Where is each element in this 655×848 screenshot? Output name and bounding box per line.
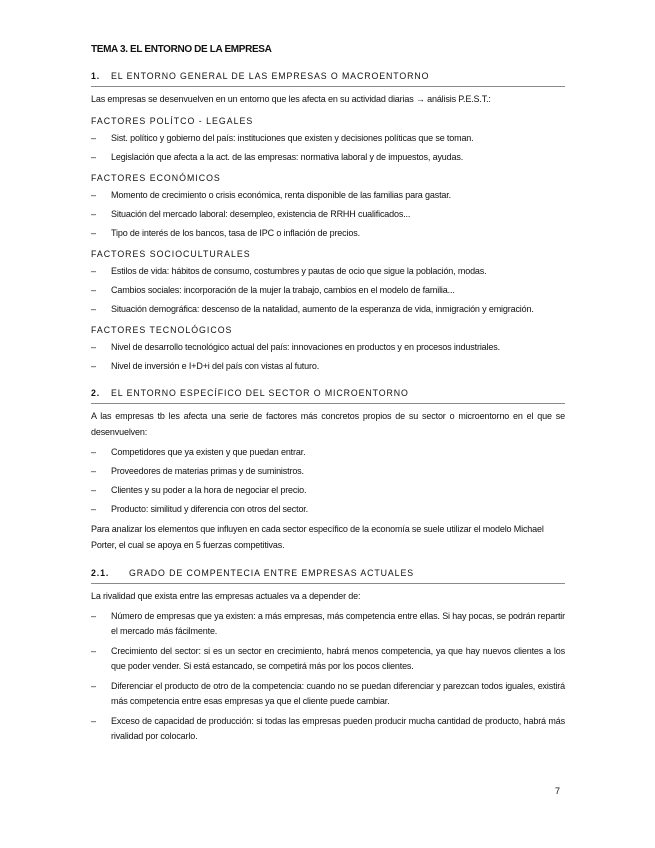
- list-item-text: Proveedores de materias primas y de suministros.: [111, 465, 304, 476]
- factor-heading: FACTORES TECNOLÓGICOS: [91, 324, 233, 335]
- list-item: [91, 502, 565, 517]
- section-number: 1.: [91, 71, 101, 81]
- dash-marker: –: [91, 503, 96, 514]
- list-item: [91, 714, 565, 744]
- section-1-heading: [91, 70, 565, 87]
- factor-group-political: [91, 115, 565, 165]
- list-item: [91, 644, 565, 674]
- list-item: [91, 226, 565, 241]
- dash-marker: –: [91, 132, 96, 143]
- list-item-text: Cambios sociales: incorporación de la mujer la trabajo, cambios en el modelo de familia...: [111, 284, 455, 295]
- list-item: [91, 483, 565, 498]
- factor-group-technological: [91, 324, 565, 374]
- dash-marker: –: [91, 189, 96, 200]
- list-item-text: Número de empresas que ya existen: a más empresas, más competencia entre ellas. Si hay pocas, se podrán repartir el mercado más fácilmente.: [111, 611, 565, 636]
- list-item-text: Competidores que ya existen y que puedan entrar.: [111, 446, 306, 457]
- list-item: [91, 283, 565, 298]
- section-number: 2.1.: [91, 567, 110, 578]
- section-title: GRADO DE COMPENTECIA ENTRE EMPRESAS ACTUALES: [129, 567, 414, 578]
- dash-marker: –: [91, 208, 96, 219]
- document-title: TEMA 3. EL ENTORNO DE LA EMPRESA: [91, 44, 272, 55]
- list-item-text: Producto: similitud y diferencia con otros del sector.: [111, 503, 308, 514]
- list-item: [91, 340, 565, 355]
- section-title: EL ENTORNO GENERAL DE LAS EMPRESAS O MACROENTORNO: [111, 71, 430, 81]
- page-content: [91, 43, 565, 744]
- list-item-text: Nivel de desarrollo tecnológico actual del país: innovaciones en productos y en procesos industriales.: [111, 341, 500, 352]
- dash-marker: –: [91, 611, 96, 621]
- dash-marker: –: [91, 227, 96, 238]
- section-2-heading: [91, 387, 565, 404]
- dash-marker: –: [91, 284, 96, 295]
- factor-group-economic: [91, 172, 565, 241]
- section-1-intro: Las empresas se desenvuelven en un entorno que les afecta en su actividad diarias → análisis P.E.S.T.:: [91, 94, 491, 104]
- dash-marker: –: [91, 646, 96, 656]
- list-item-text: Situación del mercado laboral: desempleo, existencia de RRHH cualificados...: [111, 208, 411, 219]
- list-item: [91, 445, 565, 460]
- list-item-text: Diferenciar el producto de otro de la competencia: cuando no se puedan diferenciar y parezcan todos iguales, existirá más competencia entre esas empresas ya que el cliente puede cambiar.: [111, 681, 565, 706]
- list-item-text: Estilos de vida: hábitos de consumo, costumbres y pautas de ocio que sigue la población, modas.: [111, 265, 487, 276]
- dash-marker: –: [91, 341, 96, 352]
- list-item: [91, 207, 565, 222]
- list-item-text: Situación demográfica: descenso de la natalidad, aumento de la esperanza de vida, inmigración y emigración.: [111, 303, 534, 314]
- dash-marker: –: [91, 681, 96, 691]
- list-item-text: Sist. político y gobierno del país: instituciones que existen y decisiones políticas que se toman.: [111, 132, 474, 143]
- list-item: [91, 188, 565, 203]
- list-item: [91, 609, 565, 639]
- section-2-1-heading: [91, 567, 565, 584]
- list-item-text: Legislación que afecta a la act. de las empresas: normativa laboral y de impuestos, ayudas.: [111, 151, 464, 162]
- section-title: EL ENTORNO ESPECÍFICO DEL SECTOR O MICROENTORNO: [111, 387, 409, 398]
- dash-marker: –: [91, 303, 96, 314]
- dash-marker: –: [91, 360, 96, 371]
- factor-heading: FACTORES SOCIOCULTURALES: [91, 248, 251, 259]
- page-number: 7: [555, 786, 561, 796]
- dash-marker: –: [91, 716, 96, 726]
- dash-marker: –: [91, 151, 96, 162]
- list-item: [91, 131, 565, 146]
- dash-marker: –: [91, 465, 96, 476]
- list-item-text: Momento de crecimiento o crisis económica, renta disponible de las familias para gastar.: [111, 189, 451, 200]
- factor-group-sociocultural: [91, 248, 565, 317]
- list-item: [91, 359, 565, 374]
- section-2-intro: A las empresas tb les afecta una serie de factores más concretos propios de su sector o microentorno en el que se desenvuelven:: [91, 410, 565, 437]
- list-item-text: Exceso de capacidad de producción: si todas las empresas pueden producir mucha cantidad de producto, habrá más rivalidad por colocarlo.: [111, 716, 565, 741]
- factor-heading: FACTORES ECONÓMICOS: [91, 172, 221, 183]
- list-item-text: Clientes y su poder a la hora de negociar el precio.: [111, 484, 307, 495]
- list-item-text: Tipo de interés de los bancos, tasa de IPC o inflación de precios.: [111, 227, 360, 238]
- list-item: [91, 150, 565, 165]
- dash-marker: –: [91, 484, 96, 495]
- dash-marker: –: [91, 265, 96, 276]
- list-item: [91, 264, 565, 279]
- list-item: [91, 302, 565, 317]
- factor-heading: FACTORES POLÍTCO - LEGALES: [91, 115, 254, 126]
- list-item: [91, 679, 565, 709]
- list-item-text: Nivel de inversión e I+D+i del país con vistas al futuro.: [111, 360, 320, 371]
- section-2-1-intro: La rivalidad que exista entre las empresas actuales va a depender de:: [91, 590, 361, 601]
- section-number: 2.: [91, 387, 101, 398]
- section-2-outro: Para analizar los elementos que influyen en cada sector específico de la economía se suele utilizar el modelo Michael Porter, el cual se apoya en 5 fuerzas competitivas.: [91, 523, 544, 550]
- list-item: [91, 464, 565, 479]
- list-item-text: Crecimiento del sector: si es un sector en crecimiento, habrá menos competencia, ya que hay nuevos clientes a los que poder vender. Si está estancado, se competirá más por los pocos clientes.: [111, 646, 565, 671]
- dash-marker: –: [91, 446, 96, 457]
